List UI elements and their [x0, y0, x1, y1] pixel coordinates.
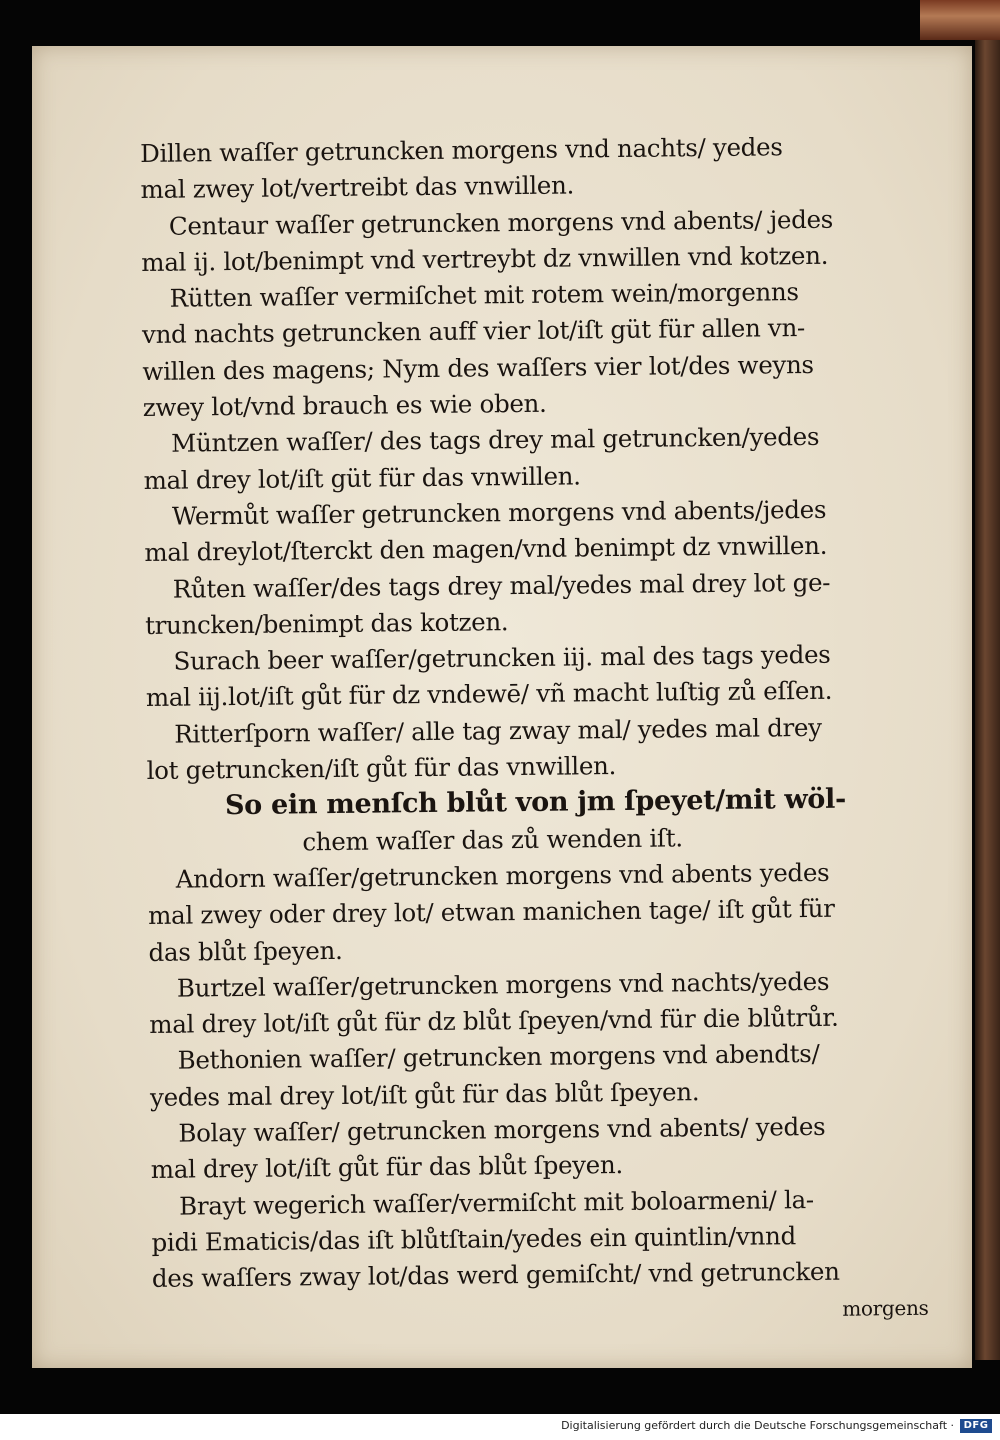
text-line: Brayt wegerich waſſer/vermiſcht mit boloarmeni/ la-: [179, 1184, 814, 1221]
text-line: Růten waſſer/des tags drey mal/yedes mal drey lot ge-: [172, 567, 831, 604]
text-line: mal drey lot/iſt gůt für das blůt ſpeyen.: [150, 1150, 624, 1185]
text-line: Wermůt waſſer getruncken morgens vnd abents/jedes: [171, 494, 827, 531]
text-line: des waſſers zway lot/das werd gemiſcht/ vnd getruncken: [151, 1256, 840, 1294]
funding-credit: Digitalisierung gefördert durch die Deutsche Forschungsgemeinschaft ·: [561, 1419, 954, 1432]
text-line: mal drey lot/iſt güt für das vnwillen.: [143, 461, 581, 495]
text-line: Rütten waſſer vermiſchet mit rotem wein/morgenns: [169, 277, 799, 313]
digitization-footer: [0, 1414, 1000, 1440]
text-line: mal iij.lot/iſt gůt für dz vndewē/ vñ macht luſtig zů eſſen.: [145, 676, 833, 713]
book-page: [32, 46, 972, 1368]
text-line: mal dreylot/ſterckt den magen/vnd benimpt dz vnwillen.: [144, 531, 828, 568]
book-edge-right: [975, 40, 1000, 1360]
section-heading-continued: chem waſſer das zů wenden iſt.: [302, 822, 683, 856]
text-line: truncken/benimpt das kotzen.: [144, 607, 509, 640]
text-line: mal drey lot/iſt gůt für dz blůt ſpeyen/vnd für die blůtrůr.: [149, 1002, 839, 1040]
text-line: Ritterſporn waſſer/ alle tag zway mal/ yedes mal drey: [174, 712, 822, 749]
text-line: zwey lot/vnd brauch es wie oben.: [142, 388, 547, 423]
text-line: Surach beer waſſer/getruncken iij. mal des tags yedes: [173, 639, 831, 676]
text-line: das blůt ſpeyen.: [148, 935, 343, 967]
text-line: Müntzen waſſer/ des tags drey mal getruncken/yedes: [171, 422, 820, 459]
text-line: Dillen waſſer getruncken morgens vnd nachts/ yedes: [140, 132, 783, 168]
text-line: Bolay waſſer/ getruncken morgens vnd abents/ yedes: [178, 1111, 826, 1148]
text-line: mal zwey oder drey lot/ etwan manichen tage/ iſt gůt für: [148, 894, 835, 931]
text-line: Centaur waſſer getruncken morgens vnd abents/ jedes: [168, 204, 834, 241]
text-line: Burtzel waſſer/getruncken morgens vnd nachts/yedes: [176, 966, 830, 1003]
dfg-logo: DFG: [960, 1419, 992, 1433]
page-text: [140, 128, 942, 1334]
text-line: mal zwey lot/vertreibt das vnwillen.: [140, 170, 575, 205]
text-line: vnd nachts getruncken auff vier lot/iſt güt für allen vn-: [141, 313, 806, 350]
section-heading: So ein menſch blůt von jm ſpeyet/mit wöl-: [224, 783, 847, 822]
text-line: Bethonien waſſer/ getruncken morgens vnd abendts/: [177, 1039, 820, 1076]
text-line: Andorn waſſer/getruncken morgens vnd abents yedes: [175, 857, 830, 894]
text-line: pidi Ematicis/das iſt blůtſtain/yedes ein quintlin/vnnd: [151, 1221, 797, 1257]
catchword: morgens: [842, 1295, 929, 1321]
text-line: lot getruncken/iſt gůt für das vnwillen.: [146, 751, 617, 786]
text-line: yedes mal drey lot/iſt gůt für das blůt ſpeyen.: [149, 1076, 700, 1112]
text-line: willen des magens; Nym des waſſers vier lot/des weyns: [142, 349, 814, 386]
text-line: mal ij. lot/benimpt vnd vertreybt dz vnwillen vnd kotzen.: [141, 240, 829, 277]
book-edge-top: [920, 0, 1000, 40]
